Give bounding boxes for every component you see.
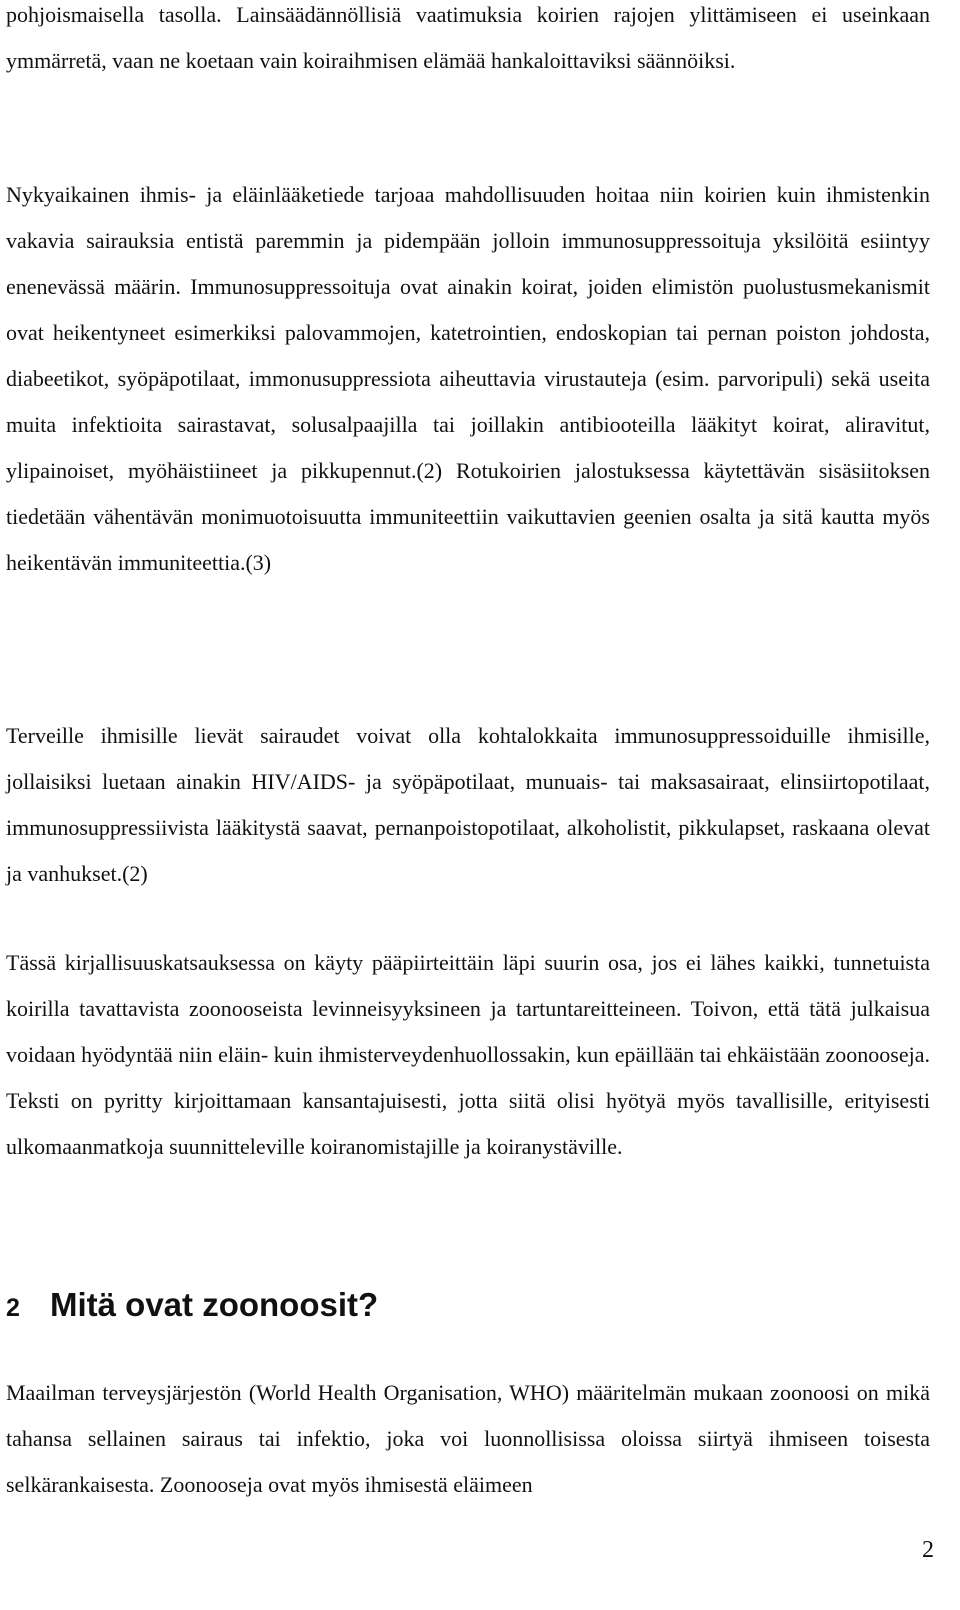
paragraph-intro-continuation: pohjoismaisella tasolla. Lainsäädännöllisiä vaatimuksia koirien rajojen ylittämiseen ei useinkaan ymmärretä, vaan ne koetaan vain koiraihmisen elämää hankaloittaviksi säännöiksi. — [6, 2, 930, 73]
section-title: Mitä ovat zoonoosit? — [50, 1286, 379, 1323]
section-number: 2 — [6, 1294, 20, 1322]
paragraph-healthy-humans: Terveille ihmisille lievät sairaudet voivat olla kohtalokkaita immunosuppressoiduille ihmisille, jollaisiksi luetaan ainakin HIV/AIDS- ja syöpäpotilaat, munuais- tai maksasairaat, elinsiirtopotilaat, immunosuppressiivista lääkitystä saavat, pernanpoistopotilaat, alkoholistit, pikkulapset, raskaana olevat ja vanhukset.(2) — [6, 723, 930, 886]
paragraph-literature-review: Tässä kirjallisuuskatsauksessa on käyty pääpiirteittäin läpi suurin osa, jos ei lähes kaikki, tunnetuista koirilla tavattavista zoonooseista levinneisyyksineen ja tartuntareitteineen. Toivon, että tätä julkaisua voidaan hyödyntää niin eläin- kuin ihmisterveydenhuollossakin, kun epäillään tai ehkäistään zoonooseja. Teksti on pyritty kirjoittamaan kansantajuisesti, jotta siitä olisi hyötyä myös tavallisille, erityisesti ulkomaanmatkoja suunnitteleville koiranomistajille ja koiranystäville. — [6, 950, 930, 1159]
paragraph-who-definition: Maailman terveysjärjestön (World Health Organisation, WHO) määritelmän mukaan zoonoosi on mikä tahansa sellainen sairaus tai infektio, joka voi luonnollisissa oloissa siirtyä ihmiseen toisesta selkärankaisesta. Zoonooseja ovat myös ihmisestä eläimeen — [6, 1380, 930, 1497]
page-number: 2 — [922, 1537, 934, 1563]
paragraph-immunosuppression: Nykyaikainen ihmis- ja eläinlääketiede tarjoaa mahdollisuuden hoitaa niin koirien kuin ihmistenkin vakavia sairauksia entistä paremmin ja pidempään jolloin immunosuppressoituja yksilöitä esiintyy enenevässä määrin. Immunosuppressoituja ovat ainakin koirat, joiden elimistön puolustusmekanismit ovat heikentyneet esimerkiksi palovammojen, katetrointien, endoskopian tai pernan poiston johdosta, diabeetikot, syöpäpotilaat, immonusuppressiota aiheuttavia virustauteja (esim. parvoripuli) sekä useita muita infektioita sairastavat, solusalpaajilla tai joillakin antibiooteilla lääkityt koirat, aliravitut, ylipainoiset, myöhäistiineet ja pikkupennut.(2) Rotukoirien jalostuksessa käytettävän sisäsiitoksen tiedetään vähentävän monimuotoisuutta immuniteettiin vaikuttavien geenien osalta ja sitä kautta myös heikentävän immuniteettia.(3) — [6, 182, 930, 575]
section-heading — [6, 1281, 378, 1332]
